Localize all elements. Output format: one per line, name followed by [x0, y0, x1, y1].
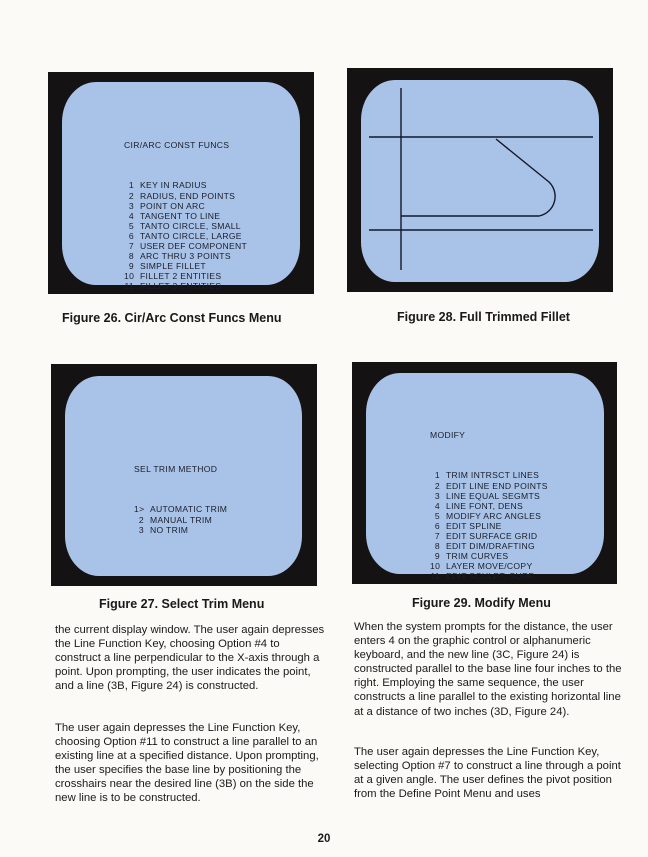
menu-item-number: 5	[434, 510, 440, 521]
menu-item-label: EDIT SURFACE GRID	[446, 531, 538, 542]
page-number: 20	[317, 833, 331, 845]
left-paragraph-2: The user again depresses the Line Function Key, choosing Option #11 to construct a line parallel to an existing line at a specified distance. Upon prompting, the user specifies the base line by positioning the crosshairs near the desired line (3B) on the side the new line is to be constructed.	[55, 722, 319, 805]
menu-item-label: EDIT SPLINE	[446, 520, 502, 531]
menu-item-label: EDIT LINE END POINTS	[446, 480, 548, 491]
menu-item-label: ARC THRU 3 POINTS	[140, 251, 231, 262]
menu-item-label: MANUAL TRIM	[150, 514, 213, 525]
menu-item-label: FILLET 2 ENTITIES	[140, 271, 222, 282]
figure-29-screen	[366, 373, 604, 582]
trimmed-fillet	[401, 139, 555, 216]
sel-trim-menu	[134, 444, 227, 555]
menu-item-number: 2	[128, 190, 134, 201]
menu-item	[124, 201, 247, 211]
figure-28-caption: Figure 28. Full Trimmed Fillet	[397, 310, 570, 324]
menu-item-number: 5	[128, 220, 134, 231]
figure-29-caption: Figure 29. Modify Menu	[412, 596, 551, 610]
menu-item-number: 3	[128, 200, 134, 211]
menu-title: SEL TRIM METHOD	[134, 464, 218, 475]
menu-item-number: 2	[138, 514, 144, 525]
menu-item	[430, 491, 548, 501]
figure-27-screen	[65, 376, 302, 576]
modify-menu	[430, 410, 548, 602]
figure-26-monitor	[48, 72, 314, 294]
menu-item	[124, 221, 247, 231]
menu-item	[430, 541, 548, 551]
menu-item-label: RADIUS, END POINTS	[140, 190, 236, 201]
menu-item	[134, 525, 227, 535]
menu-title: MODIFY	[430, 430, 466, 441]
menu-item-label: TRIM CURVES	[446, 551, 509, 562]
fillet-drawing	[361, 80, 599, 282]
menu-item-number: 7	[434, 531, 440, 542]
figure-29-monitor	[352, 362, 617, 584]
menu-item-number: 3	[434, 490, 440, 501]
figure-26-screen	[62, 82, 300, 292]
menu-item-number: 1	[434, 470, 440, 481]
menu-item	[430, 551, 548, 561]
menu-item-label: AUTOMATIC TRIM	[150, 504, 228, 515]
menu-item	[134, 515, 227, 525]
menu-item-label: EDIT SCULPT. SURF.	[446, 571, 536, 582]
menu-item-label: FILLET 3 ENTITIES	[140, 281, 222, 292]
left-paragraph-1: the current display window. The user again depresses the Line Function Key, choosing Option #4 to construct a line perpendicular to the X-axis through a point. Upon prompting, the user indicates the point, and a line (3B, Figure 24) is constructed.	[55, 624, 325, 693]
menu-item-number: 7	[128, 241, 134, 252]
menu-item	[124, 271, 247, 281]
menu-item	[124, 241, 247, 251]
menu-item	[430, 481, 548, 491]
menu-item	[430, 470, 548, 480]
menu-item-number: 4	[128, 210, 134, 221]
menu-item	[430, 531, 548, 541]
menu-item-number: 10	[124, 271, 135, 282]
menu-item	[134, 504, 227, 514]
menu-item	[124, 211, 247, 221]
menu-item-number: 8	[128, 251, 134, 262]
figure-27-monitor	[51, 364, 317, 586]
menu-item	[430, 571, 548, 581]
menu-item-label: LINE EQUAL SEGMTS	[446, 490, 541, 501]
menu-item-number: 8	[434, 541, 440, 552]
menu-item-label: LINE FONT, DENS	[446, 500, 524, 511]
figure-28-monitor	[347, 68, 613, 292]
menu-item-number: 6	[434, 520, 440, 531]
menu-item-label: TRIM INTRSCT LINES	[446, 470, 540, 481]
menu-item-label: SIMPLE FILLET	[140, 261, 206, 272]
menu-item-label: POINT ON ARC	[140, 200, 206, 211]
menu-item-number: 1>	[134, 504, 145, 515]
menu-item-label: USER DEF COMPONENT	[140, 241, 248, 252]
menu-item-label: TANTO CIRCLE, SMALL	[140, 220, 241, 231]
menu-item-number: 1	[128, 180, 134, 191]
right-paragraph-1: When the system prompts for the distance, the user enters 4 on the graphic control or alphanumeric keyboard, and the new line (3C, Figure 24) is constructed parallel to the base line four inches to the right. Employing the same sequence, the user constructs a line parallel to the existing horizontal line at a distance of two inches (3D, Figure 24).	[354, 621, 622, 718]
menu-item	[124, 261, 247, 271]
menu-item	[430, 501, 548, 511]
menu-item-label: TANGENT TO LINE	[140, 210, 221, 221]
menu-item-number: 9	[434, 551, 440, 562]
right-paragraph-2: The user again depresses the Line Function Key, selecting Option #7 to construct a line through a point at a given angle. The user defines the pivot position from the Define Point Menu and uses	[354, 746, 621, 801]
menu-item	[124, 191, 247, 201]
menu-item-number: 6	[128, 230, 134, 241]
menu-item	[430, 521, 548, 531]
menu-item-number: 3	[138, 524, 144, 535]
menu-item-number: 11	[430, 571, 440, 582]
menu-item-number: 2	[434, 480, 440, 491]
menu-item-number: 9	[128, 261, 134, 272]
menu-item	[124, 231, 247, 241]
menu-item-label: EDIT DIM/DRAFTING	[446, 541, 535, 552]
menu-item	[430, 511, 548, 521]
figure-28-screen	[361, 80, 599, 282]
cir-arc-menu	[124, 120, 247, 312]
menu-item-label: TANTO CIRCLE, LARGE	[140, 230, 242, 241]
menu-item	[124, 180, 247, 190]
menu-item-label: NO TRIM	[150, 524, 189, 535]
menu-item-number: 4	[434, 500, 440, 511]
figure-27-caption: Figure 27. Select Trim Menu	[99, 597, 265, 611]
menu-item-number: 10	[430, 561, 441, 572]
menu-item-label: KEY IN RADIUS	[140, 180, 207, 191]
menu-title: CIR/ARC CONST FUNCS	[124, 140, 230, 151]
menu-item-number: 11	[124, 281, 134, 292]
menu-item-label: LAYER MOVE/COPY	[446, 561, 533, 572]
menu-item-label: MODIFY ARC ANGLES	[446, 510, 542, 521]
menu-item	[124, 281, 247, 291]
figure-26-caption: Figure 26. Cir/Arc Const Funcs Menu	[62, 311, 282, 325]
menu-item	[430, 561, 548, 571]
menu-item	[124, 251, 247, 261]
